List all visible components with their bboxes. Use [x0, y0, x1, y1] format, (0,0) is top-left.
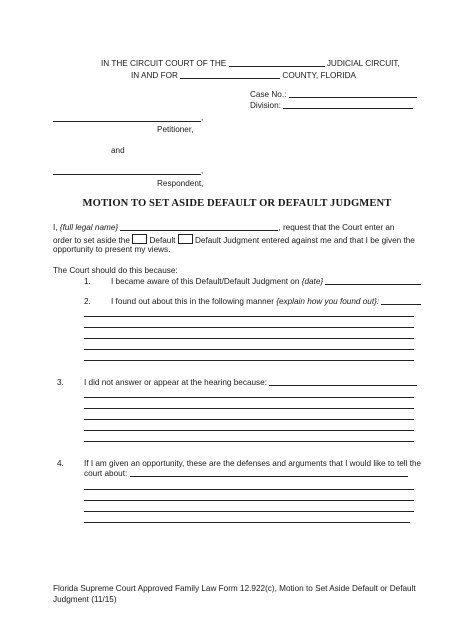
document-title: MOTION TO SET ASIDE DEFAULT OR DEFAULT JUDGMENT	[82, 198, 392, 209]
item-3-answer-line[interactable]	[84, 419, 414, 420]
item-4-first-line[interactable]	[130, 476, 408, 477]
default-label: Default	[149, 236, 176, 245]
item-3-text	[84, 378, 417, 388]
explain-hint: {explain how you found out}:	[276, 297, 380, 306]
default-judgment-checkbox[interactable]	[178, 234, 193, 244]
petitioner-line[interactable]	[53, 121, 201, 122]
intro-request-text: , request that the Court enter an	[278, 223, 395, 232]
court-header-start: IN THE CIRCUIT COURT OF THE	[101, 59, 227, 68]
item-4-court-about: court about:	[84, 469, 128, 478]
county-blank[interactable]	[180, 78, 280, 79]
item-3-label: I did not answer or appear at the hearing because:	[84, 378, 267, 387]
item-4-number: 4.	[57, 459, 64, 468]
item-3-answer-line[interactable]	[84, 408, 414, 409]
circuit-blank[interactable]	[229, 66, 325, 67]
item-1-label: I became aware of this Default/Default Judgment on	[111, 277, 300, 286]
item-4-text-line-2	[84, 469, 408, 479]
petitioner-comma: ,	[201, 113, 204, 122]
footer-line-2: Judgment (11/15)	[53, 595, 117, 604]
reasons-intro: The Court should do this because:	[53, 266, 178, 275]
petitioner-label: Petitioner,	[157, 125, 194, 134]
full-legal-name-hint: {full legal name}	[59, 223, 119, 232]
respondent-label: Respondent,	[157, 179, 204, 188]
item-2-text	[111, 297, 421, 307]
item-2-answer-line[interactable]	[84, 360, 414, 361]
item-4-answer-line[interactable]	[84, 500, 414, 501]
item-3-answer-line[interactable]	[84, 441, 414, 442]
item-4-answer-line[interactable]	[84, 522, 410, 523]
date-field[interactable]	[325, 284, 421, 285]
item-2-answer-line[interactable]	[84, 327, 414, 328]
case-number-label: Case No.:	[250, 90, 287, 99]
intro-line-1	[53, 223, 394, 233]
item-1-number: 1.	[84, 277, 91, 286]
respondent-line[interactable]	[53, 174, 201, 175]
case-number-field[interactable]	[289, 97, 417, 98]
default-checkbox[interactable]	[132, 234, 147, 244]
item-4-answer-line[interactable]	[84, 489, 414, 490]
and-label: and	[111, 146, 125, 155]
court-header-end: JUDICIAL CIRCUIT,	[326, 59, 400, 68]
item-2-answer-line[interactable]	[84, 316, 414, 317]
court-header-line-2	[131, 71, 356, 81]
intro-line-3: opportunity to present my views.	[53, 245, 171, 254]
item-3-number: 3.	[57, 378, 64, 387]
item-3-first-line[interactable]	[269, 385, 417, 386]
case-number-row	[250, 90, 417, 100]
division-row	[250, 101, 413, 111]
footer-line-1: Florida Supreme Court Approved Family Law Form 12.922(c), Motion to Set Aside Default or Default	[53, 584, 416, 593]
intro-i: I,	[53, 223, 58, 232]
date-hint: {date}	[301, 277, 324, 286]
division-label: Division:	[250, 101, 281, 110]
division-field[interactable]	[283, 108, 413, 109]
default-judgment-text: Default Judgment entered against me and that I be given the	[195, 236, 415, 245]
item-2-number: 2.	[84, 297, 91, 306]
court-header-line-1	[101, 59, 400, 69]
full-legal-name-field[interactable]	[120, 230, 278, 231]
county-prefix: IN AND FOR	[131, 71, 178, 80]
item-2-answer-line[interactable]	[84, 338, 414, 339]
item-1-text	[111, 277, 421, 287]
county-suffix: COUNTY, FLORIDA	[282, 71, 356, 80]
respondent-comma: ,	[201, 166, 204, 175]
item-2-label: I found out about this in the following manner	[111, 297, 274, 306]
item-2-first-line[interactable]	[381, 304, 421, 305]
item-2-answer-line[interactable]	[84, 349, 414, 350]
item-4-text-line-1: If I am given an opportunity, these are the defenses and arguments that I would like to tell the	[84, 459, 422, 468]
item-3-answer-line[interactable]	[84, 397, 414, 398]
item-4-answer-line[interactable]	[84, 511, 414, 512]
item-3-answer-line[interactable]	[84, 430, 414, 431]
intro-order-text: order to set aside the	[53, 236, 130, 245]
